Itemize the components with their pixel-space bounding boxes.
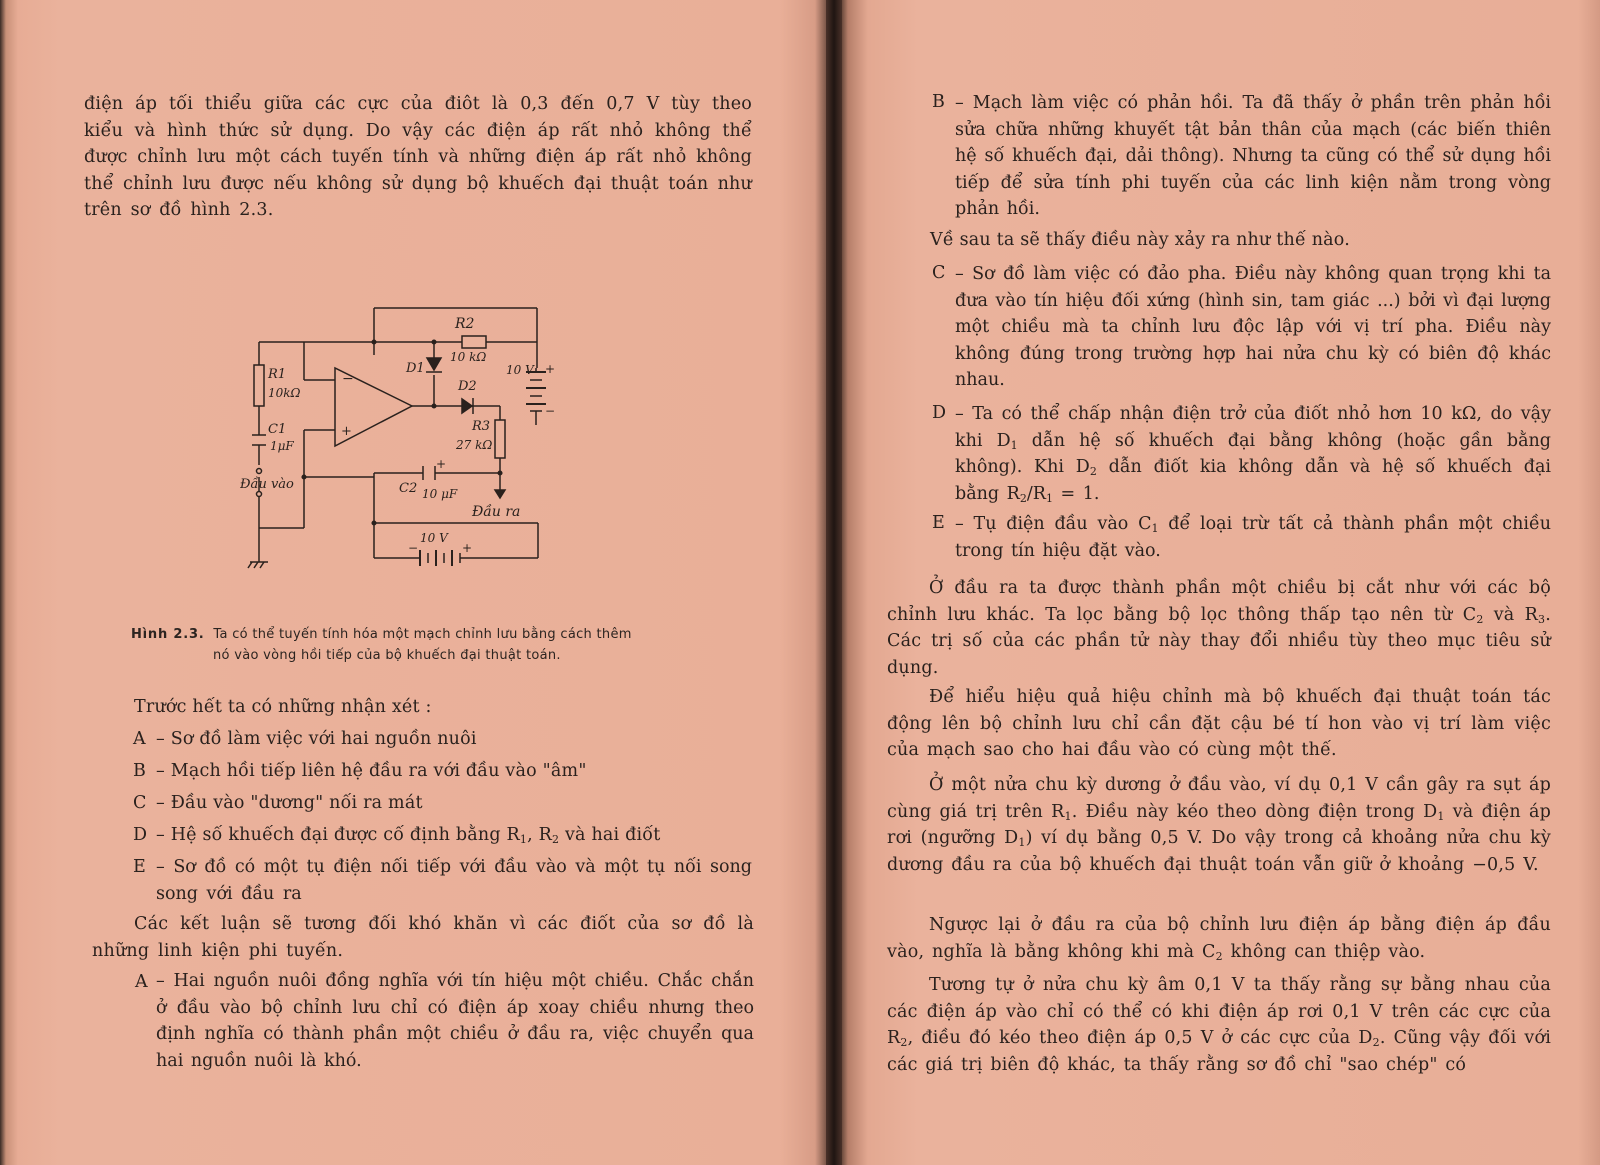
label-r2: R2: [455, 316, 475, 332]
remark-c-text: – Đầu vào "dương" nối ra mát: [156, 793, 423, 813]
positive-halfcycle-paragraph: Ở một nửa chu kỳ dương ở đầu vào, ví dụ 0,1 V cần gây ra sụt áp cùng giá trị trên $R_1$. Điều này kéo theo dòng điện trong $D_1$ và điện áp rơi (ngưỡng $D_1$) ví dụ bằng 0,5 V. Do vậy trong cả khoảng nửa chu kỳ dương đầu ra của bộ khuếch đại thuật toán vẫn giữ ở khoảng −0,5 V.: [887, 775, 1551, 875]
remark-e-text: – Sơ đồ có một tụ điện nối tiếp với đầu vào và một tụ nối song song với đầu ra: [156, 857, 753, 904]
remark-c-letter: C: [133, 793, 147, 813]
remark-b-text: – Mạch hồi tiếp liên hệ đầu ra với đầu vào "âm": [156, 761, 587, 781]
remark-a-letter: A: [133, 729, 146, 749]
label-r1: R1: [268, 367, 287, 382]
point-d-text: – Ta có thể chấp nhận điện trở của điốt nhỏ hơn 10 kΩ, do vậy khi $D_1$ dẫn hệ số khuếch đại bằng không (hoặc gần bằng không). Khi $D_2$ dẫn điốt kia không dẫn và hệ số khuếch đại bằng $R_2/R_1 = 1$.: [955, 404, 1551, 505]
book-spine: [826, 0, 842, 1165]
c2-plus: +: [436, 457, 447, 471]
opamp-plus: +: [341, 424, 352, 439]
label-d1: D1: [406, 361, 425, 376]
remark-a-text: – Sơ đồ làm việc với hai nguồn nuôi: [156, 729, 477, 749]
conclusion-paragraph: Các kết luận sẽ tương đối khó khăn vì các điốt của sơ đồ là những linh kiện phi tuyến.: [92, 914, 754, 961]
battery-top-minus: −: [545, 404, 556, 418]
remarks-heading: Trước hết ta có những nhận xét :: [134, 697, 432, 717]
intro-paragraph: điện áp tối thiểu giữa các cực của điôt là 0,3 đến 0,7 V tùy theo kiểu và hình thức sử dụng. Do vậy các điện áp rất nhỏ không thể được chỉnh lưu một cách tuyến tính và những điện áp rất nhỏ không thể chỉnh lưu được nếu không sử dụng bộ khuếch đại thuật toán như trên sơ đồ hình 2.3.: [84, 94, 752, 220]
point-c-text: – Sơ đồ làm việc có đảo pha. Điều này không quan trọng khi ta đưa vào tín hiệu đối xứng (hình sin, tam giác ...) bởi vì đại lượng một chiều mà ta chỉnh lưu độc lập với vị trí pha. Điều này không đúng trong trường hợp hai nửa chu kỳ có biên độ khác nhau.: [955, 264, 1551, 390]
label-c2-value: 10 μF: [422, 487, 458, 501]
label-input: Đầu vào: [240, 477, 294, 492]
remark-e-letter: E: [133, 857, 146, 877]
figure-caption-line-2: nó vào vòng hồi tiếp của bộ khuếch đại thuật toán.: [213, 648, 561, 663]
label-r3: R3: [472, 419, 491, 434]
label-v-top: 10 V: [506, 363, 534, 377]
label-c1: C1: [268, 422, 287, 437]
point-b-text: – Mạch làm việc có phản hồi. Ta đã thấy ở phần trên phản hồi sửa chữa những khuyết tật bản thân của mạch (các biến thiên hệ số khuếch đại, dải thông). Nhưng ta cũng có thể sử dụng hồi tiếp để sửa tính phi tuyến của các linh kiện nằm trong vòng phản hồi.: [955, 93, 1551, 219]
figure-caption-label: Hình 2.3.: [131, 627, 205, 642]
figure-caption-text-1: Ta có thể tuyến tính hóa một mạch chỉnh lưu bằng cách thêm: [213, 627, 632, 642]
correction-paragraph: Để hiểu hiệu quả hiệu chỉnh mà bộ khuếch đại thuật toán tác động lên bộ chỉnh lưu chỉ cần đặt cậu bé tí hon vào vị trí làm việc của mạch sao cho hai đầu vào có cùng một thế.: [887, 687, 1551, 760]
battery-top-plus: +: [545, 362, 556, 376]
point-a-letter: A: [135, 972, 148, 992]
figure-caption-line-1: [131, 624, 632, 645]
circuit-diagram: [240, 300, 570, 585]
remark-d-text: – Hệ số khuếch đại được cố định bằng $R_1$, $R_2$ và hai điốt: [156, 825, 661, 846]
battery-bottom-plus: +: [462, 541, 473, 555]
output-equal-paragraph: Ngược lại ở đầu ra của bộ chỉnh lưu điện áp bằng điện áp đầu vào, nghĩa là bằng không khi mà $C_2$ không can thiệp vào.: [887, 915, 1551, 963]
point-e-letter: E: [932, 513, 945, 533]
label-v-bottom: 10 V: [420, 531, 448, 545]
label-r1-value: 10kΩ: [268, 386, 301, 400]
point-e-text: – Tụ điện đầu vào $C_1$ để loại trừ tất cả thành phần một chiều trong tín hiệu đặt vào.: [955, 514, 1551, 561]
remark-b-letter: B: [133, 761, 146, 781]
label-r2-value: 10 kΩ: [450, 350, 487, 364]
point-a-text: – Hai nguồn nuôi đồng nghĩa với tín hiệu một chiều. Chắc chắn ở đầu vào bộ chỉnh lưu chỉ có điện áp xoay chiều nhưng theo định nghĩa có thành phần một chiều ở đầu ra, việc chuyển qua hai nguồn nuôi là khó.: [156, 971, 754, 1071]
point-b-letter: B: [932, 92, 945, 112]
point-c-letter: C: [932, 263, 946, 283]
label-output: Đầu ra: [472, 504, 521, 520]
later-sentence: Về sau ta sẽ thấy điều này xảy ra như thế nào.: [930, 230, 1350, 250]
label-d2: D2: [458, 379, 477, 394]
output-paragraph: Ở đầu ra ta được thành phần một chiều bị cắt như với các bộ chỉnh lưu khác. Ta lọc bằng bộ lọc thông thấp tạo nên từ $C_2$ và $R_3$. Các trị số của các phần tử này thay đổi nhiều tùy theo mục tiêu sử dụng.: [887, 578, 1551, 678]
point-d-letter: D: [932, 403, 947, 423]
battery-bottom-minus: −: [408, 541, 419, 555]
opamp-minus: −: [342, 371, 354, 387]
remark-d-letter: D: [133, 825, 148, 845]
label-c2: C2: [399, 481, 418, 496]
label-r3-value: 27 kΩ: [456, 438, 493, 452]
label-c1-value: 1μF: [270, 439, 294, 453]
negative-halfcycle-paragraph: Tương tự ở nửa chu kỳ âm 0,1 V ta thấy rằng sự bằng nhau của các điện áp vào chỉ có thể có khi điện áp rơi 0,1 V trên các cực của $R_2$, điều đó kéo theo điện áp 0,5 V ở các cực của $D_2$. Cũng vậy đối với các giá trị biên độ khác, ta thấy rằng sơ đồ chỉ "sao chép" có: [887, 975, 1551, 1075]
